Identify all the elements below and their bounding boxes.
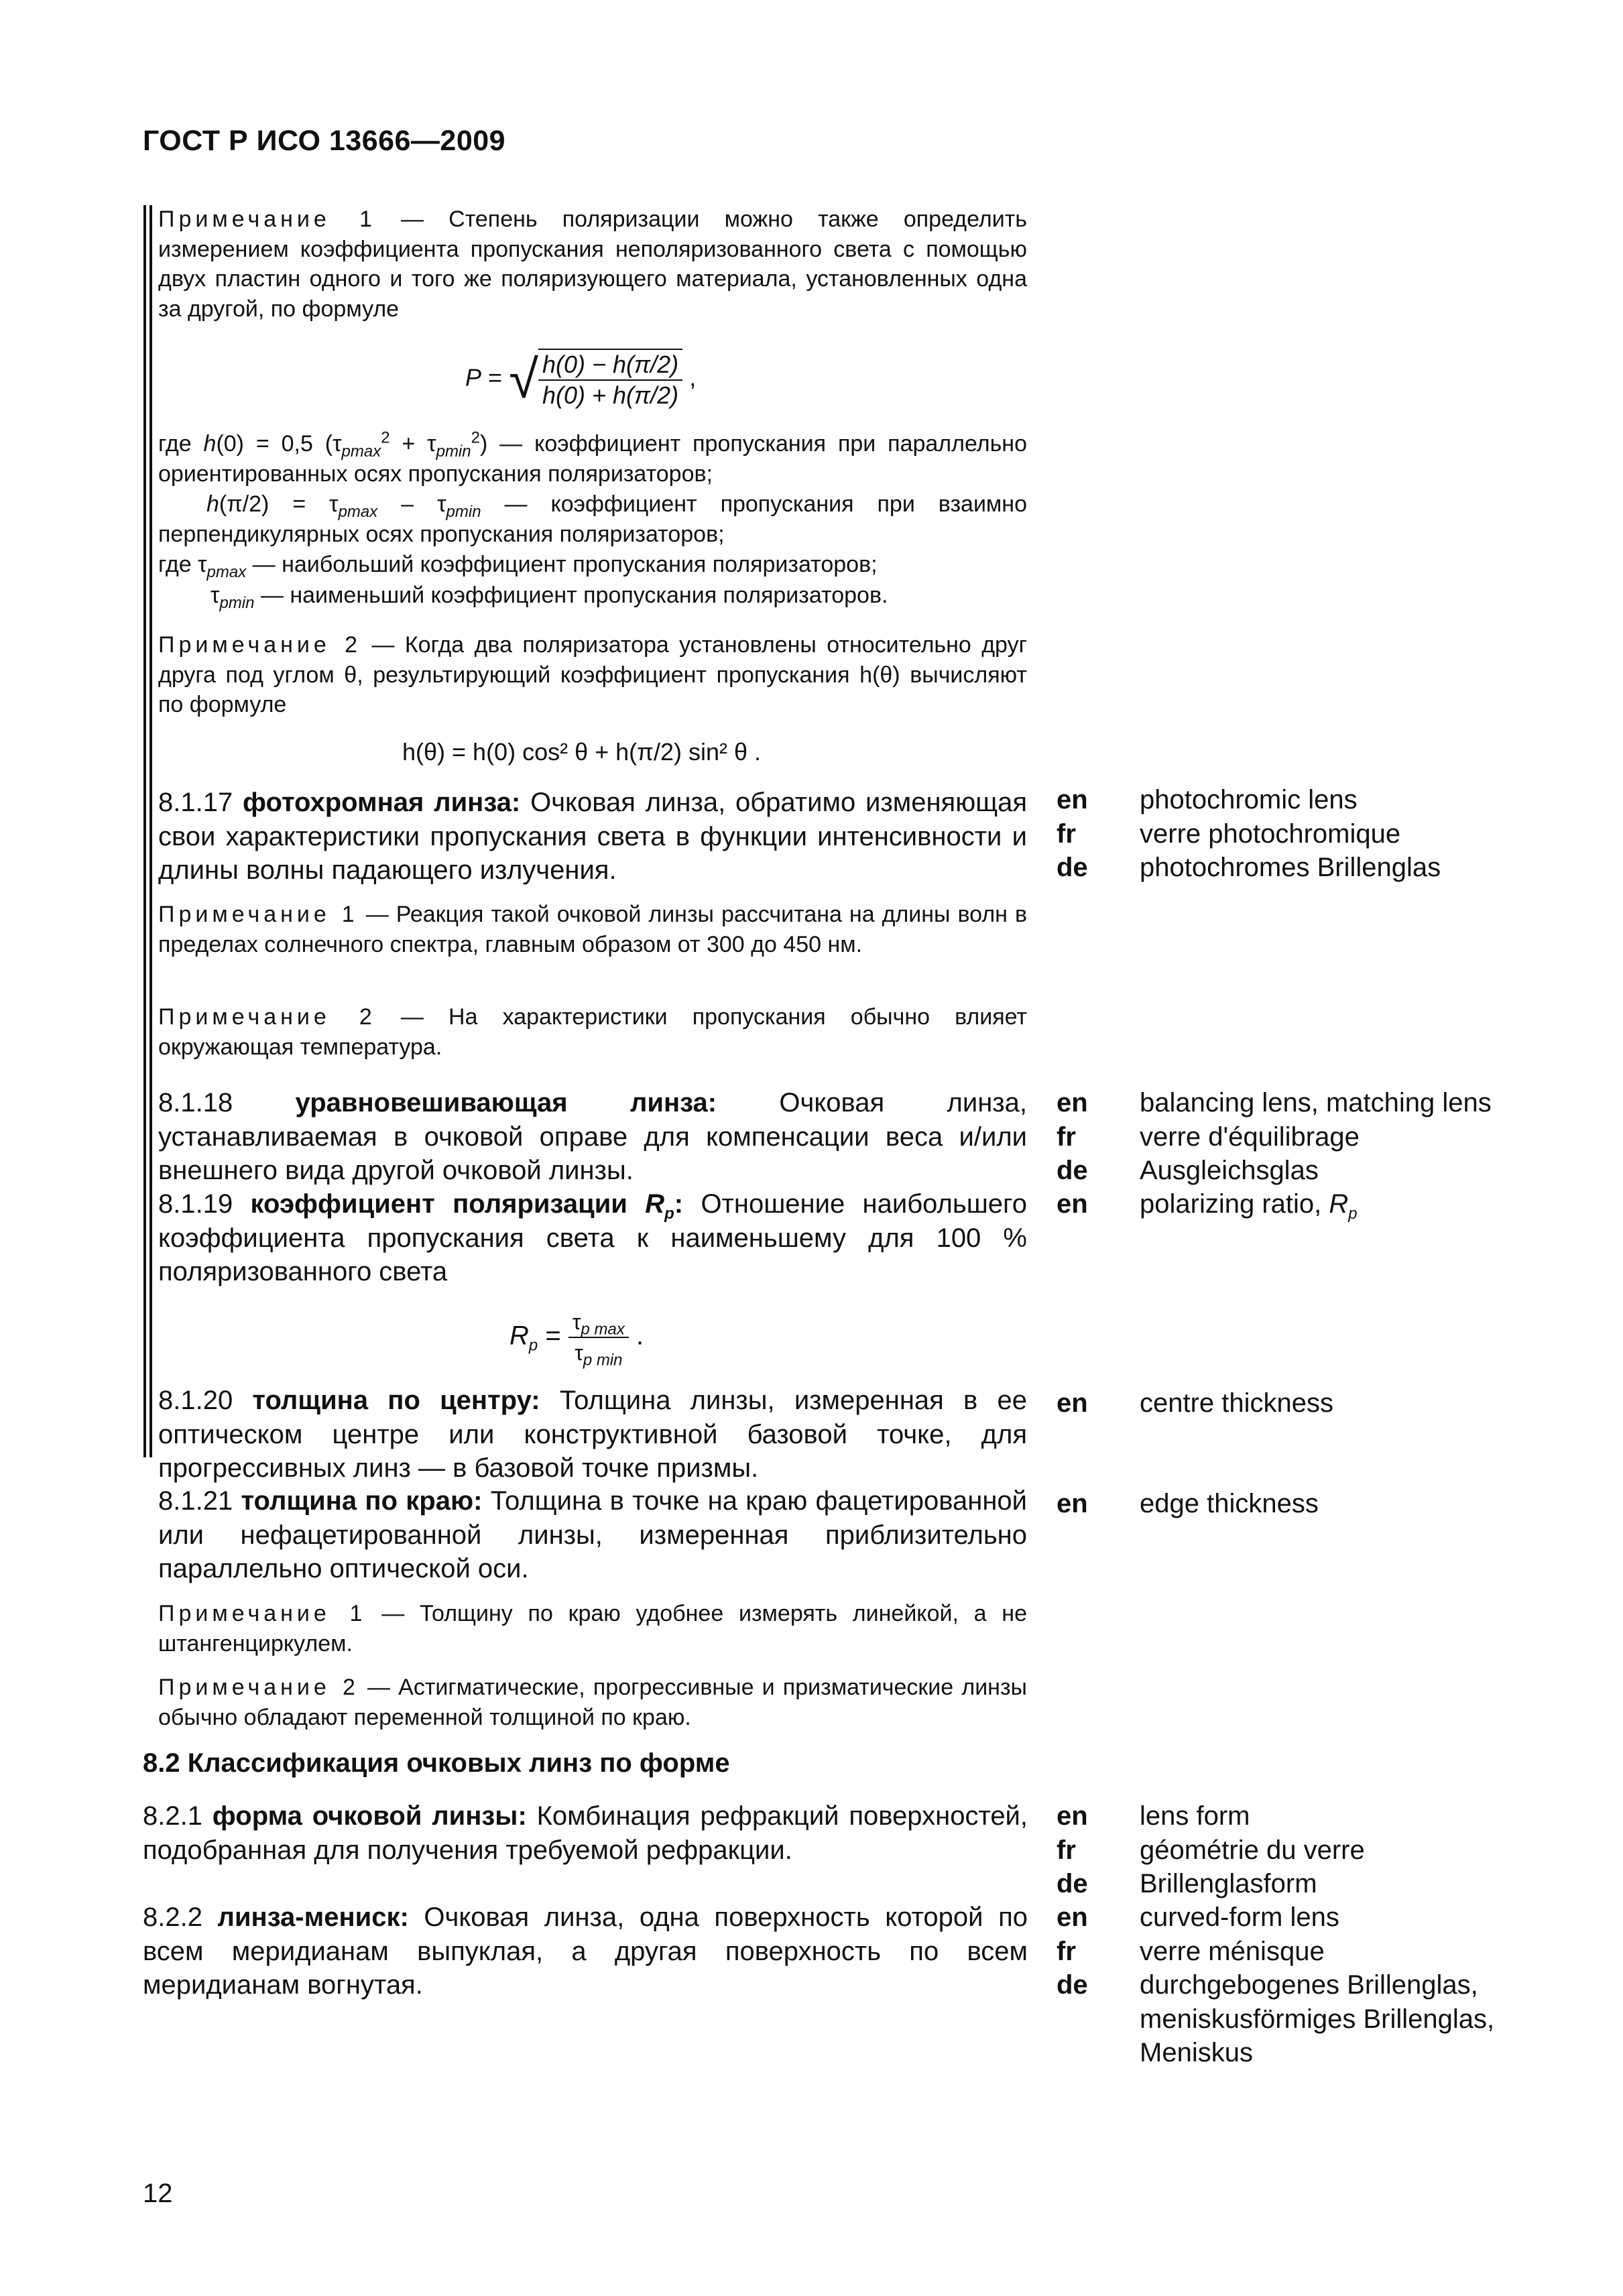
sub-pmax: pmax bbox=[206, 562, 247, 581]
change-bar-primary bbox=[143, 205, 146, 1457]
lang-en: en bbox=[1057, 1489, 1088, 1518]
where-line-2 bbox=[158, 489, 1027, 549]
note-label: Примечание 2 bbox=[158, 1004, 376, 1030]
note-text: — На характеристики пропускания обычно влияет окружающая температура. bbox=[158, 1004, 1027, 1060]
where-text: (π/2) = τ bbox=[219, 491, 339, 517]
term-name: толщина по краю: bbox=[241, 1486, 483, 1516]
term-number: 8.1.17 bbox=[158, 788, 243, 817]
equivalents-8-2-2 bbox=[1140, 1900, 1515, 2070]
symbol-h: h bbox=[206, 491, 219, 517]
equiv-en: edge thickness bbox=[1140, 1489, 1319, 1518]
term-name: форма очковой линзы: bbox=[212, 1801, 527, 1831]
symbol-h: h bbox=[203, 431, 217, 457]
note-8-1-17-1 bbox=[158, 900, 1027, 959]
where-text: τ bbox=[211, 583, 220, 608]
where-prefix: где bbox=[158, 431, 204, 457]
lang-fr: fr bbox=[1057, 1122, 1076, 1152]
term-definition: Толщина линзы, измеренная в ее оптическом центре или конструктивной базовой точке, для прогрессивных линз — в базовой точке призмы. bbox=[158, 1386, 1027, 1483]
term-8-1-18 bbox=[158, 1086, 1027, 1188]
formula-denominator bbox=[568, 1338, 629, 1368]
where-text: (0) = 0,5 (τ bbox=[216, 431, 342, 457]
note-label: Примечание 1 bbox=[158, 1601, 367, 1626]
term-name: толщина по центру: bbox=[252, 1386, 540, 1415]
equiv-en: balancing lens, matching lens bbox=[1140, 1088, 1492, 1117]
where-text: + τ bbox=[389, 431, 436, 457]
term-number: 8.1.19 bbox=[158, 1189, 251, 1219]
formula-h-theta: h(θ) = h(0) cos² θ + h(π/2) sin² θ . bbox=[402, 738, 762, 766]
equiv-de: photochromes Brillenglas bbox=[1140, 853, 1441, 882]
formula-numerator: h(0) − h(π/2) bbox=[538, 350, 682, 381]
term-definition: Толщина в точке на краю фацетированной или нефацетированной линзы, измеренная приблизительно параллельно оптической оси. bbox=[158, 1486, 1028, 1583]
formula-lhs-sub: p bbox=[528, 1336, 538, 1355]
where-text: – τ bbox=[377, 491, 446, 517]
note-8-1-21-2 bbox=[158, 1673, 1027, 1732]
note-text: — Реакция такой очковой линзы рассчитана на длины волн в пределах солнечного спектра, главным образом от 300 до 450 нм. bbox=[158, 902, 1028, 957]
formula-equals: = bbox=[545, 1321, 561, 1351]
lang-fr: fr bbox=[1057, 819, 1076, 849]
numerator-sub: p max bbox=[581, 1320, 625, 1339]
formula-polarizing-ratio bbox=[509, 1307, 644, 1368]
where-text: — коэффициент пропускания при взаимно перпендикулярных осях пропускания поляризаторов; bbox=[158, 491, 1027, 547]
note-text: — Степень поляризации можно также определить измерением коэффициента пропускания неполяризованного света с помощью двух пластин одного и того же поляризующего материала, установленных одна за другой, по формуле bbox=[158, 206, 1027, 322]
equiv-en: centre thickness bbox=[1140, 1388, 1334, 1418]
formula-denominator: h(0) + h(π/2) bbox=[542, 381, 679, 409]
equivalents-8-2-1 bbox=[1140, 1799, 1515, 1901]
term-8-2-1 bbox=[143, 1799, 1028, 1867]
note-text: — Толщину по краю удобнее измерять линейкой, а не штангенциркулем. bbox=[158, 1601, 1027, 1656]
note-text: — Когда два поляризатора установлены относительно друг друга под углом θ, результирующий коэффициент пропускания h(θ) вычисляют по формуле bbox=[158, 632, 1027, 717]
term-colon: : bbox=[674, 1189, 684, 1219]
equiv-fr: verre d'équilibrage bbox=[1140, 1122, 1360, 1152]
lang-en: en bbox=[1057, 1902, 1088, 1932]
note-polarization-2 bbox=[158, 630, 1027, 720]
lang-de: de bbox=[1057, 1970, 1088, 2000]
note-8-1-21-1 bbox=[158, 1599, 1027, 1658]
lang-codes-8-1-21 bbox=[1057, 1487, 1103, 1521]
where-text: где τ bbox=[158, 552, 207, 577]
lang-en: en bbox=[1057, 1801, 1088, 1831]
formula-fraction bbox=[538, 349, 682, 410]
equiv-en bbox=[1140, 1187, 1515, 1221]
equiv-fr: verre photochromique bbox=[1140, 819, 1401, 849]
where-text: — наибольший коэффициент пропускания поляризаторов; bbox=[246, 552, 878, 577]
note-8-1-17-2 bbox=[158, 1002, 1027, 1062]
equiv-de: durchgebogenes Brillenglas, bbox=[1140, 1970, 1478, 2000]
where-text: — наименьший коэффициент пропускания поляризаторов. bbox=[254, 583, 888, 608]
lang-codes-8-2-2 bbox=[1057, 1900, 1103, 2002]
equiv-en: lens form bbox=[1140, 1801, 1250, 1831]
where-text: ) — коэффициент пропускания при параллельно ориентированных осях пропускания поляризаторов; bbox=[158, 431, 1027, 487]
sup-2: 2 bbox=[381, 428, 390, 447]
term-definition: Очковая линза, обратимо изменяющая свои характеристики пропускания света в функции интенсивности и длины волны падающего излучения. bbox=[158, 788, 1028, 885]
equiv-text: polarizing ratio, bbox=[1140, 1189, 1329, 1219]
formula-numerator bbox=[568, 1307, 629, 1338]
equivalents-8-1-18 bbox=[1140, 1086, 1515, 1188]
document-header: ГОСТ Р ИСО 13666—2009 bbox=[143, 125, 506, 157]
term-name: линза-мениск: bbox=[217, 1902, 409, 1932]
sub-pmax: pmax bbox=[341, 442, 381, 461]
term-symbol-sub: p bbox=[664, 1205, 674, 1223]
equivalents-8-1-17 bbox=[1140, 783, 1515, 885]
note-label: Примечание 2 bbox=[158, 632, 362, 658]
term-number: 8.2.1 bbox=[143, 1801, 213, 1831]
term-name: уравновешивающая линза: bbox=[295, 1088, 717, 1117]
term-8-2-2 bbox=[143, 1900, 1028, 2002]
term-symbol: R bbox=[645, 1189, 665, 1219]
sub-pmin: pmin bbox=[219, 593, 255, 612]
lang-codes-8-1-20 bbox=[1057, 1386, 1103, 1421]
lang-en: en bbox=[1057, 1088, 1088, 1117]
note-label: Примечание 1 bbox=[158, 902, 359, 927]
note-polarization-1 bbox=[158, 204, 1027, 324]
term-number: 8.1.18 bbox=[158, 1088, 296, 1117]
tau-symbol: τ bbox=[572, 1310, 581, 1334]
lang-de: de bbox=[1057, 853, 1088, 882]
sub-pmin: pmin bbox=[436, 442, 471, 461]
where-line-1 bbox=[158, 429, 1027, 489]
term-definition: Очковая линза, устанавливаемая в очковой оправе для компенсации веса и/или внешнего вида другой очковой линзы. bbox=[158, 1088, 1027, 1185]
sub-pmin: pmin bbox=[446, 502, 481, 521]
lang-en: en bbox=[1057, 1189, 1088, 1219]
equiv-de-cont: meniskusförmiges Brillenglas, bbox=[1140, 2004, 1495, 2034]
lang-en: en bbox=[1057, 785, 1088, 814]
equivalents-8-1-21 bbox=[1140, 1487, 1515, 1521]
lang-fr: fr bbox=[1057, 1936, 1076, 1966]
equiv-de: Ausgleichsglas bbox=[1140, 1156, 1319, 1185]
equiv-de: Brillenglasform bbox=[1140, 1869, 1317, 1898]
formula-tail: , bbox=[689, 363, 697, 391]
section-heading-8-2: 8.2 Классификация очковых линз по форме bbox=[143, 1748, 730, 1778]
sqrt-sign-icon: √ bbox=[509, 349, 538, 409]
lang-fr: fr bbox=[1057, 1835, 1076, 1865]
equiv-en: photochromic lens bbox=[1140, 785, 1358, 814]
lang-codes-8-1-19 bbox=[1057, 1187, 1103, 1221]
term-name: фотохромная линза: bbox=[243, 788, 521, 817]
formula-lhs: R bbox=[509, 1321, 529, 1351]
equiv-symbol: R bbox=[1329, 1189, 1349, 1219]
lang-de: de bbox=[1057, 1869, 1088, 1898]
term-8-1-21 bbox=[158, 1484, 1027, 1586]
denominator-sub: p min bbox=[583, 1351, 623, 1370]
sup-2: 2 bbox=[471, 428, 480, 447]
term-8-1-20 bbox=[158, 1384, 1027, 1486]
equivalents-8-1-19 bbox=[1140, 1187, 1515, 1221]
lang-de: de bbox=[1057, 1156, 1088, 1185]
tau-symbol: τ bbox=[575, 1341, 583, 1365]
formula-fraction bbox=[568, 1307, 629, 1368]
formula-tail: . bbox=[636, 1321, 644, 1351]
term-number: 8.1.21 bbox=[158, 1486, 241, 1516]
lang-codes-8-1-18 bbox=[1057, 1086, 1103, 1188]
equiv-de-cont: Meniskus bbox=[1140, 2038, 1253, 2067]
lang-en: en bbox=[1057, 1388, 1088, 1418]
change-bar-secondary bbox=[149, 205, 152, 1457]
note-text: — Астигматические, прогрессивные и призматические линзы обычно обладают переменной толщиной по краю. bbox=[158, 1675, 1027, 1730]
term-8-1-17 bbox=[158, 786, 1027, 888]
sub-pmax: pmax bbox=[338, 502, 378, 521]
formula-lhs: P bbox=[465, 363, 482, 391]
where-line-3 bbox=[158, 550, 1027, 580]
equiv-symbol-sub: p bbox=[1348, 1205, 1358, 1223]
term-definition: Очковая линза, одна поверхность которой по всем меридианам выпуклая, а другая поверхность по всем меридианам вогнутая. bbox=[143, 1902, 1028, 2000]
term-definition: Комбинация рефракций поверхностей, подобранная для получения требуемой рефракции. bbox=[143, 1801, 1028, 1865]
page-number: 12 bbox=[143, 2179, 173, 2208]
term-definition: Отношение наибольшего коэффициента пропускания света к наименьшему для 100 % поляризованного света bbox=[158, 1189, 1027, 1286]
term-number: 8.2.2 bbox=[143, 1902, 218, 1932]
lang-codes-8-2-1 bbox=[1057, 1799, 1103, 1901]
note-label: Примечание 1 bbox=[158, 206, 376, 232]
equiv-fr: verre ménisque bbox=[1140, 1936, 1325, 1966]
where-line-4 bbox=[158, 581, 1027, 611]
equiv-en: curved-form lens bbox=[1140, 1902, 1339, 1932]
note-label: Примечание 2 bbox=[158, 1675, 359, 1700]
term-number: 8.1.20 bbox=[158, 1386, 253, 1415]
term-8-1-19 bbox=[158, 1187, 1027, 1289]
formula-equals: = bbox=[488, 363, 503, 391]
term-name: коэффициент поляризации bbox=[250, 1189, 646, 1219]
lang-codes-8-1-17 bbox=[1057, 783, 1103, 885]
equiv-fr: géométrie du verre bbox=[1140, 1835, 1365, 1865]
equivalents-8-1-20 bbox=[1140, 1386, 1515, 1421]
formula-polarization-degree bbox=[465, 349, 696, 410]
